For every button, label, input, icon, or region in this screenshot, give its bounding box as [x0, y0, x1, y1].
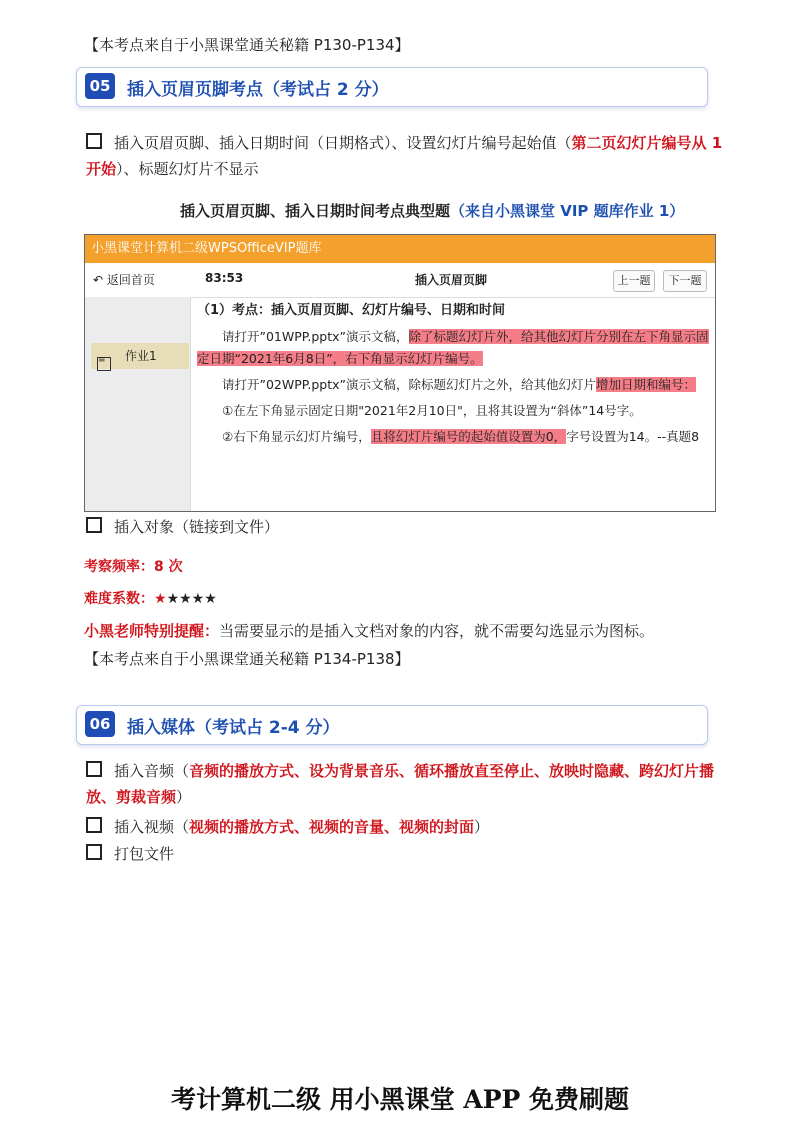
difficulty: 难度系数：★★★★★	[84, 591, 217, 607]
checkbox-icon[interactable]	[86, 133, 102, 149]
question-paragraph-1: 请打开”01WPP.pptx”演示文稿，除了标题幻灯片外，给其他幻灯片分别在左下角显示固定日期“2021年6月8日”，右下角显示幻灯片编号。	[197, 329, 709, 366]
question-paragraph-4: ②右下角显示幻灯片编号，且将幻灯片编号的起始值设置为0，字号设置为14。--真题8	[222, 429, 700, 444]
sidebar-item-homework[interactable]: ≡ 作业1	[91, 343, 189, 369]
app-title-bar: 小黑课堂计算机二级WPSOfficeVIP题库	[85, 235, 716, 263]
checklist-item-header-footer: 插入页眉页脚、插入日期时间（日期格式）、设置幻灯片编号起始值（第二页幻灯片编号从 1 开始）、标题幻灯片不显示	[86, 134, 723, 178]
back-link[interactable]: ↶ 返回首页	[93, 273, 155, 287]
checklist-item-audio: 插入音频（音频的播放方式、设为背景音乐、循环播放直至停止、放映时隐藏、跨幻灯片播放、剪裁音频）	[86, 762, 715, 806]
toolbar	[85, 263, 715, 298]
checkbox-icon[interactable]	[86, 817, 102, 833]
section-06-header	[76, 705, 708, 745]
checkbox-icon[interactable]	[86, 761, 102, 777]
checkbox-icon[interactable]	[86, 844, 102, 860]
checkbox-icon[interactable]	[86, 517, 102, 533]
section-number: 06	[85, 711, 115, 737]
page-title: 插入页眉页脚	[415, 273, 488, 287]
checklist-item-video: 插入视频（视频的播放方式、视频的音量、视频的封面）	[86, 814, 726, 840]
timer: 83:53	[205, 271, 244, 285]
section-title: 插入媒体（考试占 2-4 分）	[127, 718, 340, 738]
section-number: 05	[85, 73, 115, 99]
footer-slogan: 考计算机二级 用小黑课堂 APP 免费刷题	[170, 1085, 630, 1114]
question-paragraph-3: ①在左下角显示固定日期"2021年2月10日"，且将其设置为“斜体”14号字。	[222, 403, 642, 418]
frequency: 考察频率：8 次	[84, 559, 183, 575]
example-title: 插入页眉页脚、插入日期时间考点典型题（来自小黑课堂 VIP 题库作业 1）	[180, 202, 685, 220]
teacher-tip: 小黑老师特别提醒：当需要显示的是插入文档对象的内容，就不需要勾选显示为图标。	[84, 622, 655, 640]
checklist-item-object: 插入对象（链接到文件）	[86, 514, 726, 540]
checklist-item-package: 打包文件	[86, 841, 726, 867]
section-05-header	[76, 67, 708, 107]
source-note-1: 【本考点来自于小黑课堂通关秘籍 P130-P134】	[84, 36, 410, 54]
rating-stars: ★★★★★	[154, 591, 217, 607]
prev-button[interactable]: 上一题	[613, 270, 655, 292]
question-heading: （1）考点：插入页眉页脚、幻灯片编号、日期和时间	[197, 303, 506, 318]
list-icon: ≡	[97, 357, 111, 371]
back-arrow-icon: ↶	[93, 273, 104, 287]
source-note-2: 【本考点来自于小黑课堂通关秘籍 P134-P138】	[84, 650, 410, 668]
section-title: 插入页眉页脚考点（考试占 2 分）	[127, 80, 389, 100]
question-paragraph-2: 请打开”02WPP.pptx”演示文稿，除标题幻灯片之外，给其他幻灯片增加日期和编号：	[222, 377, 697, 392]
next-button[interactable]: 下一题	[663, 270, 707, 292]
screenshot-panel	[84, 234, 716, 512]
sidebar	[85, 297, 191, 511]
question-body	[197, 297, 709, 511]
